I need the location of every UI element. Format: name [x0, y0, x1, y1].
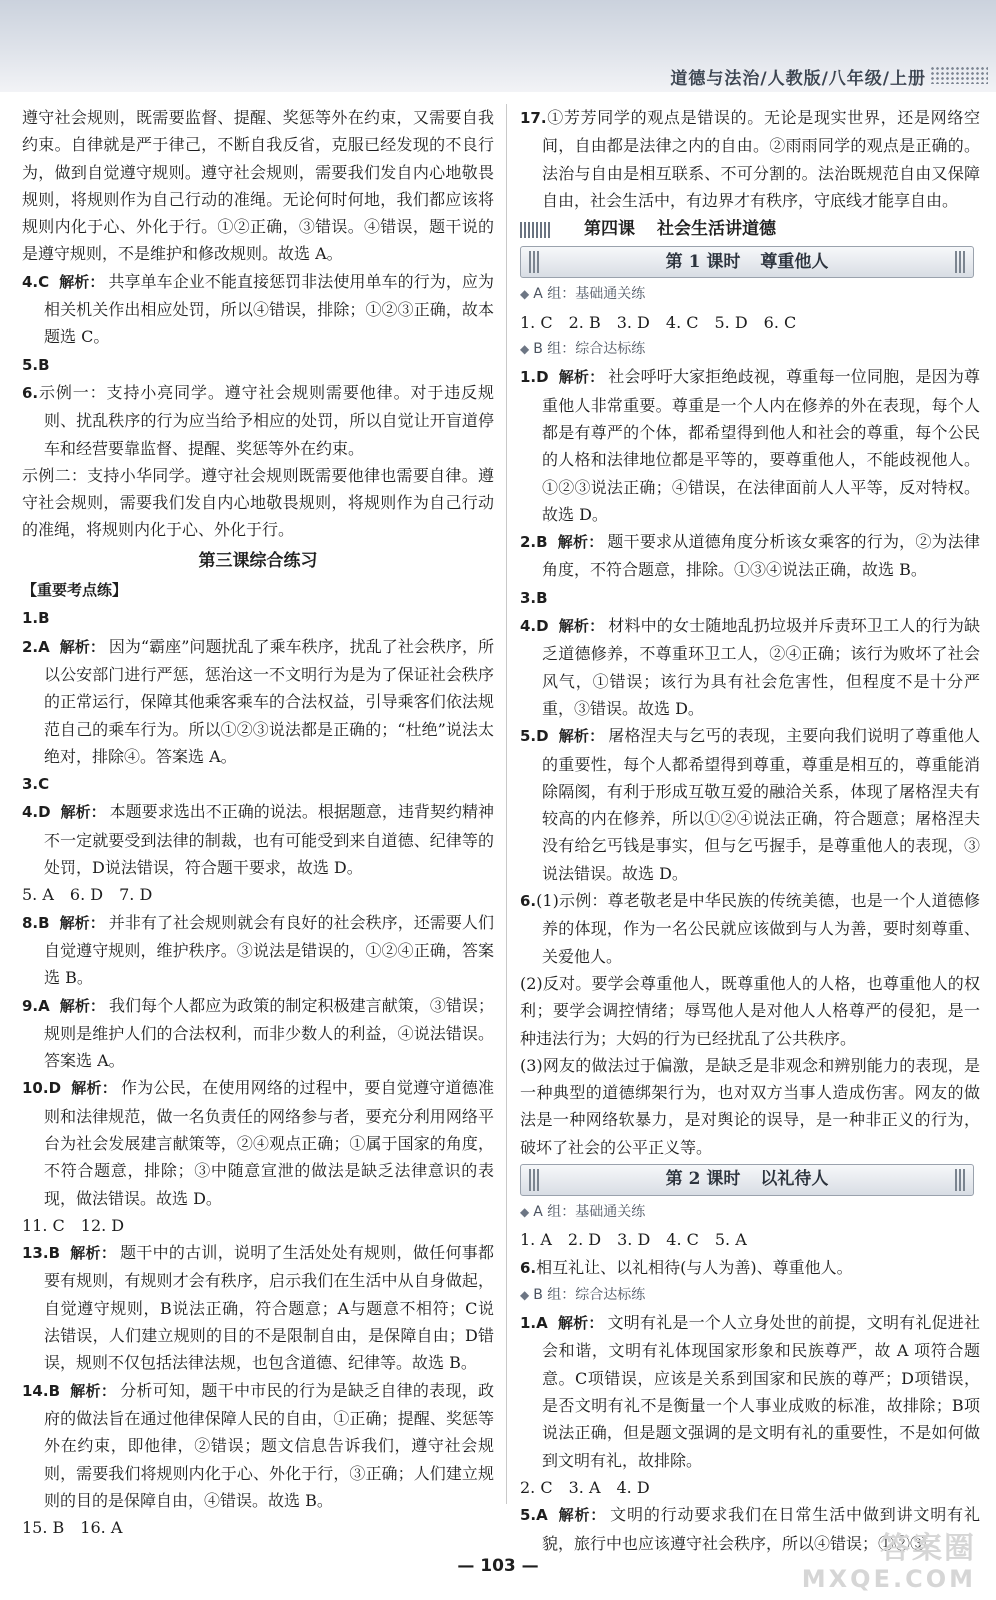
item-number: 6.: [22, 383, 39, 402]
item-text: 题干中的古训，说明了生活处处有规则，做任何事都要有规则，有规则才会有秩序，启示我们在生活中从自身做起，自觉遵守规则，B说法正确，符合题意；A与题意不相符；C说法错误，人们建立规则的目的不是限制自由，是保障自由；D错误，规则不仅包括法律法规，也包含道德、纪律等。故选 B。: [44, 1243, 494, 1373]
item-text: 材料中的女士随地乱扔垃圾并斥责环卫工人的行为缺乏道德修养，不尊重环卫工人，②④正确；该行为败坏了社会风气，①错误；该行为具有社会危害性，但程度不是十分严重，③错误。故选 D。: [542, 616, 980, 718]
answer-paragraph: 遵守社会规则，既需要监督、提醒、奖惩等外在约束，又需要自我约束。自律就是严于律己，不断自我反省，克服已经发现的不良行为，做到自觉遵守规则。遵守社会规则，需要我们发自内心地敬畏规则，将规则作为自己行动的准绳。无论何时何地，我们都应该将规则内化于心、外化于行。①②正确，③错误。④错误，题干说的是遵守规则，不是维护和修改规则。故选 A。: [22, 108, 494, 264]
diamond-icon: ◆: [520, 1204, 530, 1219]
answer-item: [520, 104, 980, 214]
item-text: 题干要求从道德角度分析该女乘客的行为，②为法律角度，不符合题意，排除。①③④说法正确，故选 B。: [542, 532, 980, 580]
section-title: 第三课综合练习: [198, 550, 318, 571]
item-text: 因为“霸座”问题扰乱了乘车秩序，扰乱了社会秩序，所以公安部门进行严惩，惩治这一不文明行为是为了保证社会秩序的正常运行，保障其他乘客乘车的合法权益，引导乘客们依法规范自己的乘车行为。所以①②③说法都是正确的；“杜绝”说法太绝对，排除④。答案选 A。: [44, 636, 494, 766]
item-number: 17.: [520, 109, 547, 127]
stripe-icon: [520, 222, 552, 238]
item-text: 示例一：支持小亮同学。遵守社会规则需要他律。对于违反规则、扰乱秩序的行为应当给予相应的处罚，所以自觉让开盲道停车和经营要靠监督、提醒、奖惩等外在约束。: [38, 382, 494, 458]
answer-item: [22, 351, 494, 379]
header-band: [0, 0, 996, 92]
item-answer: A: [38, 996, 50, 1015]
item-number: 1.: [520, 368, 537, 387]
item-answer: D: [536, 368, 549, 387]
answer-item: [520, 887, 980, 970]
column-divider: [506, 104, 507, 1504]
group-heading: [520, 281, 980, 308]
item-text: 本题要求选出不正确的说法。根据题意，违背契约精神不一定就要受到法律的制裁，也有可能受到来自道德、纪律等的处罚，D说法错误，符合题干要求，故选 D。: [44, 802, 494, 878]
analysis-label: 解析：: [558, 617, 605, 636]
answer-item: [520, 584, 980, 612]
answer-paragraph: (3)网友的做法过于偏激，是缺乏是非观念和辨别能力的表现，是一种典型的道德绑架行为，也对双方当事人造成伤害。网友的做法是一种网络软暴力，是对舆论的误导，是一种非正义的行为，破坏了社会的公平正义等。: [520, 1055, 980, 1157]
answer-item: [520, 1309, 980, 1474]
answer-item: [22, 1074, 494, 1211]
item-answer: D: [38, 803, 51, 822]
item-number: 10.: [22, 1079, 49, 1098]
analysis-label: 解析：: [59, 637, 105, 656]
analysis-label: 解析：: [70, 1381, 117, 1400]
period-banner: [520, 1164, 974, 1196]
book-title: 道德与法治/人教版/八年级/上册: [670, 69, 926, 89]
answer-item: [22, 268, 494, 351]
analysis-label: 解析：: [59, 996, 105, 1015]
analysis-label: 解析：: [71, 1079, 117, 1098]
item-number: 3.: [22, 775, 39, 794]
diamond-icon: ◆: [520, 1287, 530, 1302]
item-text: 文明的行动要求我们在日常生活中做到讲文明有礼貌，旅行中也应该遵守社会秩序，所以④错误；①②③: [542, 1505, 980, 1553]
item-text: (1)示例：尊老敬老是中华民族的传统美德，也是一个人道德修养的体现，作为一名公民就应该做到与人为善，要时刻尊重、关爱他人。: [536, 891, 980, 966]
left-column: [22, 104, 494, 1541]
item-answer: B: [38, 609, 50, 628]
answer-item: [520, 528, 980, 584]
item-text: 文明有礼是一个人立身处世的前提，文明有礼促进社会和谐，文明有礼体现国家形象和民族尊严，故 A 项符合题意。C项错误，应该是关系到国家和民族的尊严；D项错误，是否文明有礼不是衡量一个人事业成败的标准，故排除；B项说法正确，但是题文强调的是文明有礼的重要性，不是如何做到文明有礼，故排除。: [542, 1313, 980, 1470]
lesson-heading: [520, 216, 980, 243]
item-number: 9.: [22, 996, 39, 1015]
item-number: 13.: [22, 1244, 49, 1263]
item-number: 6.: [520, 892, 537, 911]
item-number: 14.: [22, 1381, 49, 1400]
item-number: 2.: [520, 533, 537, 552]
item-answer: A: [536, 1314, 548, 1333]
item-answer: B: [48, 1244, 61, 1263]
item-answer: B: [48, 1381, 61, 1400]
item-answer: B: [38, 355, 50, 374]
analysis-label: 解析：: [557, 533, 604, 552]
subsection-heading: 【重要考点练】: [22, 581, 128, 600]
period-label: 第 1 课时: [665, 251, 741, 272]
period-label: 第 2 课时: [665, 1169, 741, 1190]
item-number: 6.: [520, 1258, 537, 1277]
page-number: — 103 —: [457, 1556, 539, 1576]
group-heading-text: A 组：基础通关练: [533, 1203, 646, 1220]
lesson-label: 第四课: [584, 219, 635, 240]
item-answer: C: [38, 272, 50, 291]
diamond-icon: ◆: [520, 342, 530, 357]
answer-item: [22, 909, 494, 992]
item-number: 1.: [22, 609, 39, 628]
analysis-label: 解析：: [59, 913, 105, 932]
item-number: 4.: [22, 272, 39, 291]
item-answer: A: [38, 637, 50, 656]
item-text: 并非有了社会规则就会有良好的社会秩序，还需要人们自觉遵守规则，维护秩序。③说法是错误的，①②④正确，答案选 B。: [44, 912, 494, 988]
group-heading-text: B 组：综合达标练: [533, 1286, 646, 1303]
analysis-label: 解析：: [557, 1506, 607, 1525]
answer-item: [520, 722, 980, 887]
item-answer: C: [38, 775, 50, 794]
answer-item: [22, 798, 494, 881]
period-title: 尊重他人: [760, 251, 829, 272]
item-text: 我们每个人都应为政策的制定积极建言献策，③错误；规则是维护人们的合法权利，而非少数人的利益，④说法错误。答案选 A。: [44, 995, 494, 1071]
answer-item: [22, 992, 494, 1075]
group-heading: [520, 1199, 980, 1226]
group-heading: [520, 336, 980, 363]
item-answer: D: [536, 617, 549, 636]
item-number: 5.: [22, 355, 39, 374]
group-heading: [520, 1282, 980, 1309]
item-text: 屠格涅夫与乞丐的表现，主要向我们说明了尊重他人的重要性，每个人都希望得到尊重，尊重是相互的，尊重能消除隔阂，有利于形成互敬互爱的融洽关系，体现了屠格涅夫有较高的内在修养，所以①②④说法正确，符合题意；屠格涅夫没有给乞丐钱是事实，但与乞丐握手，是尊重他人的表现，③说法错误。故选 D。: [542, 726, 980, 883]
item-text: 分析可知，题干中市民的行为是缺乏自律的表现，政府的做法旨在通过他律保障人民的自由，①正确；提醒、奖惩等外在约束，即他律，②错误；题文信息告诉我们，遵守社会规则，需要我们将规则内化于心、外化于行，③正确；人们建立规则的目的是保障自由，④错误。故选 B。: [44, 1380, 494, 1510]
analysis-label: 解析：: [558, 368, 605, 387]
item-answer: B: [536, 533, 548, 552]
item-text: 作为公民，在使用网络的过程中，要自觉遵守道德准则和法律规范，做一名负责任的网络参与者，要充分利用网络平台为社会发展建言献策等，②④观点正确；①属于国家的角度，不符合题意，排除；③中随意宣泄的做法是缺乏法律意识的表现，做法错误。故选 D。: [44, 1078, 494, 1208]
watermark-url: MXQE.COM: [801, 1565, 976, 1593]
answer-item: [22, 1377, 494, 1514]
watermark: [801, 1531, 976, 1594]
analysis-label: 解析：: [558, 727, 605, 746]
answer-item: [22, 1239, 494, 1376]
watermark-brand: 答案圈: [880, 1531, 976, 1566]
item-answer: D: [48, 1079, 62, 1098]
item-number: 8.: [22, 913, 39, 932]
period-banner: [520, 246, 974, 278]
answer-item: [520, 1254, 980, 1282]
analysis-label: 解析：: [60, 803, 106, 822]
item-number: 4.: [22, 803, 39, 822]
answer-item: [520, 363, 980, 528]
item-answer: A: [536, 1506, 548, 1525]
diamond-icon: ◆: [520, 287, 530, 302]
answer-item: [22, 770, 494, 798]
answer-line: 1. A 2. D 3. D 4. C 5. A: [520, 1230, 747, 1250]
header-dot-pattern: [930, 66, 988, 84]
item-answer: B: [536, 588, 548, 607]
lesson-title: 社会生活讲道德: [657, 219, 776, 240]
group-heading-text: B 组：综合达标练: [533, 341, 646, 358]
answer-line: 5. A 6. D 7. D: [22, 885, 153, 905]
item-number: 5.: [520, 1506, 537, 1525]
item-text: 社会呼吁大家拒绝歧视，尊重每一位同胞，是因为尊重他人非常重要。尊重是一个人内在修养的外在表现，每个人都是有尊严的个体，都希望得到他人和社会的尊重，每个公民的人格和法律地位都是平等的，要尊重他人，不能歧视他人。①②③说法正确；④错误，在法律面前人人平等，反对特权。故选 D。: [542, 367, 980, 524]
item-number: 3.: [520, 588, 537, 607]
item-answer: D: [536, 727, 549, 746]
item-text: 共享单车企业不能直接惩罚非法使用单车的行为，应为相关机关作出相应处罚，所以④错误，排除；①②③正确，故本题选 C。: [44, 271, 494, 347]
answer-line: 15. B 16. A: [22, 1518, 123, 1538]
answer-line: 11. C 12. D: [22, 1215, 125, 1235]
item-number: 4.: [520, 617, 537, 636]
answer-line: 1. C 2. B 3. D 4. C 5. D 6. C: [520, 312, 797, 332]
answer-item: [22, 633, 494, 770]
answer-item: [22, 604, 494, 632]
period-title: 以礼待人: [760, 1169, 829, 1190]
analysis-label: 解析：: [59, 272, 105, 291]
item-text: ①芳芳同学的观点是错误的。无论是现实世界，还是网络空间，自由都是法律之内的自由。②雨雨同学的观点是正确的。法治与自由是相互联系、不可分割的。法治既规范自由又保障自由，社会生活中，有边界才有秩序，守底线才能享自由。: [542, 108, 980, 210]
answer-line: 2. C 3. A 4. D: [520, 1477, 650, 1497]
item-answer: B: [38, 913, 50, 932]
answer-paragraph: 示例二：支持小华同学。遵守社会规则既需要他律也需要自律。遵守社会规则，需要我们发自内心地敬畏规则，将规则作为自己行动的准绳，将规则内化于心、外化于行。: [22, 465, 494, 540]
item-number: 5.: [520, 727, 537, 746]
item-number: 1.: [520, 1314, 537, 1333]
answer-paragraph: (2)反对。要学会尊重他人，既尊重他人的人格，也尊重他人的权利；要学会调控情绪；辱骂他人是对他人人格尊严的侵犯，是一种违法行为；大妈的行为已经扰乱了公共秩序。: [520, 973, 980, 1048]
item-number: 2.: [22, 637, 39, 656]
analysis-label: 解析：: [557, 1314, 604, 1333]
answer-item: [520, 612, 980, 722]
answer-item: [22, 379, 494, 462]
group-heading-text: A 组：基础通关练: [533, 286, 646, 303]
item-text: 相互礼让、以礼相待(与人为善)、尊重他人。: [536, 1257, 853, 1277]
right-column: [520, 104, 980, 1557]
analysis-label: 解析：: [70, 1244, 117, 1263]
